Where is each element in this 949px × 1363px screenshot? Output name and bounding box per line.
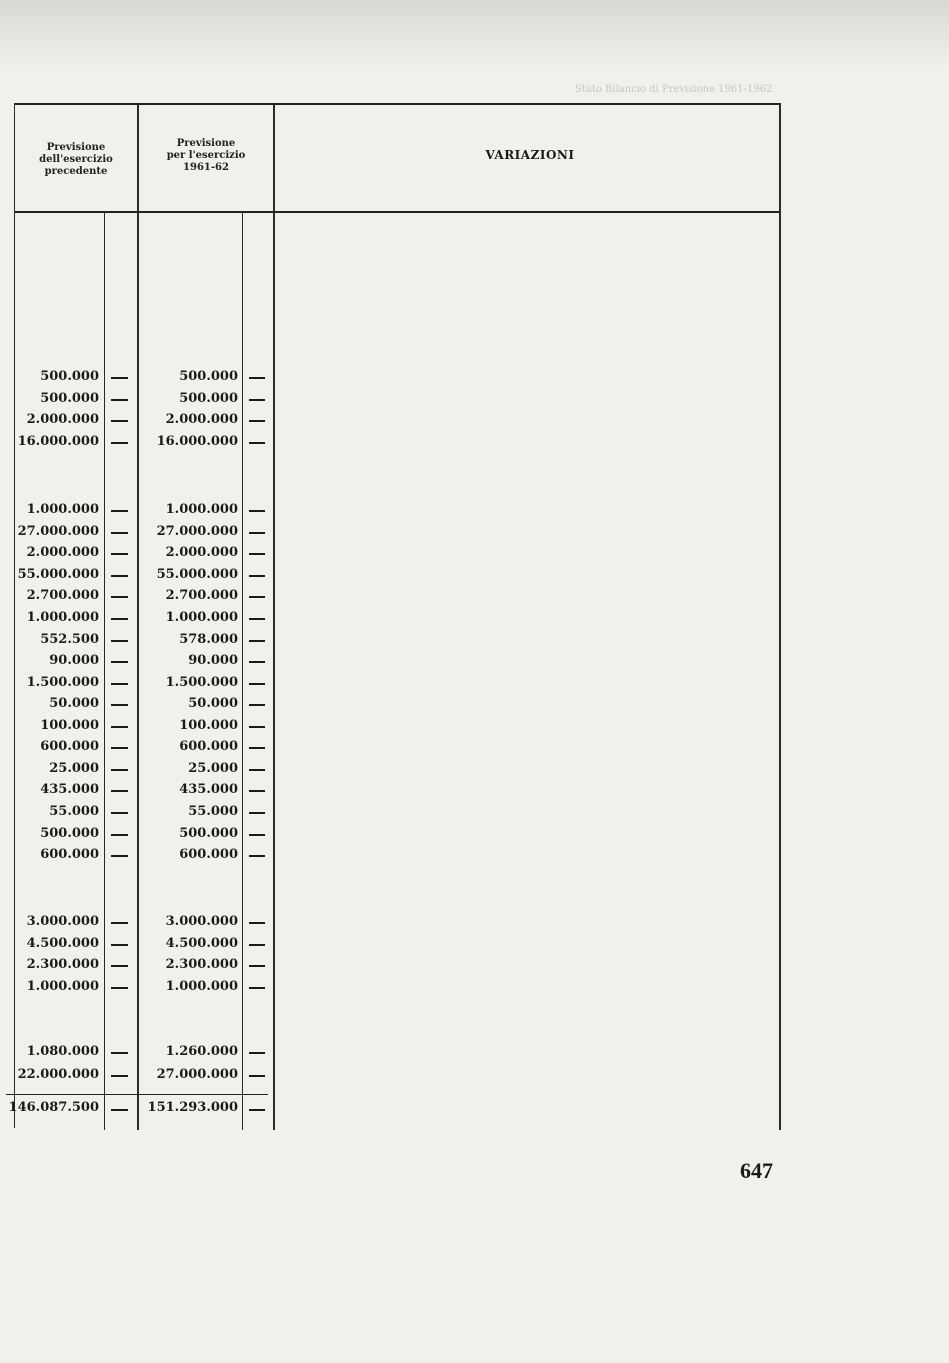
page-top-shade <box>0 0 949 70</box>
row-dash <box>111 618 128 620</box>
row-curr-value: 500.000 <box>179 369 238 384</box>
row-curr-value: 55.000.000 <box>156 567 238 582</box>
row-curr-value: 435.000 <box>179 782 238 797</box>
row-dash <box>111 726 128 728</box>
row-dash <box>111 834 128 836</box>
row-dash <box>111 769 128 771</box>
row-dash <box>111 965 128 967</box>
row-prev-value: 1.000.000 <box>26 502 99 517</box>
row-prev-value: 25.000 <box>49 761 99 776</box>
row-dash <box>249 532 265 534</box>
row-dash <box>249 790 265 792</box>
row-dash <box>249 683 265 685</box>
row-dash <box>111 855 128 857</box>
row-dash <box>249 442 265 444</box>
col2-header-line3: 1961-62 <box>183 162 229 173</box>
row-dash <box>249 377 265 379</box>
row-curr-value: 3.000.000 <box>165 914 238 929</box>
row-dash <box>111 553 128 555</box>
row-curr-value: 2.300.000 <box>165 957 238 972</box>
row-prev-value: 435.000 <box>40 782 99 797</box>
row-dash <box>249 987 265 989</box>
row-dash <box>249 575 265 577</box>
col2-header-line1: Previsione <box>176 138 236 149</box>
row-dash <box>249 553 265 555</box>
row-dash <box>111 399 128 401</box>
col2-header-line2: per l'esercizio <box>166 150 246 161</box>
row-curr-value: 1.000.000 <box>165 610 238 625</box>
row-prev-value: 1.000.000 <box>26 610 99 625</box>
row-dash <box>249 769 265 771</box>
row-curr-value: 16.000.000 <box>156 434 238 449</box>
row-curr-value: 1.260.000 <box>165 1044 238 1059</box>
row-dash <box>111 377 128 379</box>
row-dash <box>111 812 128 814</box>
row-dash <box>249 510 265 512</box>
total-rule <box>6 1094 268 1095</box>
table-right-rule <box>779 103 781 1130</box>
row-curr-value: 1.000.000 <box>165 979 238 994</box>
col1-header-line1: Previsione <box>46 142 106 153</box>
row-prev-value: 3.000.000 <box>26 914 99 929</box>
row-curr-value: 600.000 <box>179 847 238 862</box>
row-dash <box>249 596 265 598</box>
col-divider-2a <box>242 212 243 1130</box>
table-header-bottom-rule <box>14 211 780 213</box>
row-dash <box>249 944 265 946</box>
col1-header-line3: precedente <box>44 166 108 177</box>
row-dash <box>249 618 265 620</box>
row-dash <box>249 747 265 749</box>
row-curr-value: 55.000 <box>188 804 238 819</box>
row-curr-value: 4.500.000 <box>165 936 238 951</box>
row-dash <box>249 1052 265 1054</box>
row-dash <box>249 640 265 642</box>
row-prev-value: 100.000 <box>40 718 99 733</box>
row-curr-value: 2.700.000 <box>165 588 238 603</box>
ghost-header: Stato Bilancio di Previsione 1961-1962 <box>575 84 773 95</box>
row-curr-value: 2.000.000 <box>165 545 238 560</box>
row-prev-value: 1.000.000 <box>26 979 99 994</box>
col2-header <box>140 138 272 174</box>
row-dash <box>111 575 128 577</box>
row-prev-value: 16.000.000 <box>17 434 99 449</box>
total-prev-value: 146.087.500 <box>8 1100 99 1115</box>
row-curr-value: 500.000 <box>179 391 238 406</box>
row-dash <box>111 704 128 706</box>
col-divider-2b <box>273 103 275 1130</box>
row-curr-value: 27.000.000 <box>156 524 238 539</box>
row-dash <box>111 1052 128 1054</box>
row-prev-value: 500.000 <box>40 391 99 406</box>
row-dash <box>111 420 128 422</box>
col-divider-1b <box>137 103 139 1130</box>
row-dash <box>249 834 265 836</box>
total-dash-1 <box>111 1109 128 1111</box>
row-prev-value: 552.500 <box>40 632 99 647</box>
row-dash <box>249 661 265 663</box>
row-dash <box>111 640 128 642</box>
row-dash <box>111 442 128 444</box>
row-curr-value: 27.000.000 <box>156 1067 238 1082</box>
row-prev-value: 1.080.000 <box>26 1044 99 1059</box>
row-curr-value: 90.000 <box>188 653 238 668</box>
row-dash <box>249 965 265 967</box>
row-prev-value: 2.700.000 <box>26 588 99 603</box>
row-curr-value: 50.000 <box>188 696 238 711</box>
row-prev-value: 2.300.000 <box>26 957 99 972</box>
page-number: 647 <box>740 1158 773 1183</box>
row-prev-value: 1.500.000 <box>26 675 99 690</box>
total-curr-value: 151.293.000 <box>147 1100 238 1115</box>
row-prev-value: 55.000 <box>49 804 99 819</box>
total-dash-2 <box>249 1109 265 1111</box>
row-dash <box>111 987 128 989</box>
variazioni-header: VARIAZIONI <box>485 148 575 162</box>
row-dash <box>111 944 128 946</box>
row-dash <box>249 704 265 706</box>
row-prev-value: 500.000 <box>40 826 99 841</box>
row-dash <box>111 1075 128 1077</box>
col1-header <box>16 142 136 178</box>
row-prev-value: 55.000.000 <box>17 567 99 582</box>
row-prev-value: 27.000.000 <box>17 524 99 539</box>
row-dash <box>249 922 265 924</box>
row-curr-value: 1.000.000 <box>165 502 238 517</box>
row-dash <box>249 726 265 728</box>
row-curr-value: 25.000 <box>188 761 238 776</box>
row-dash <box>249 1075 265 1077</box>
row-prev-value: 22.000.000 <box>17 1067 99 1082</box>
row-dash <box>111 922 128 924</box>
row-prev-value: 50.000 <box>49 696 99 711</box>
row-dash <box>111 747 128 749</box>
row-curr-value: 500.000 <box>179 826 238 841</box>
row-dash <box>249 399 265 401</box>
row-dash <box>111 661 128 663</box>
row-dash <box>249 420 265 422</box>
row-curr-value: 1.500.000 <box>165 675 238 690</box>
row-prev-value: 2.000.000 <box>26 545 99 560</box>
col1-header-line2: dell'esercizio <box>39 154 113 165</box>
row-curr-value: 100.000 <box>179 718 238 733</box>
row-dash <box>249 812 265 814</box>
row-dash <box>111 596 128 598</box>
row-dash <box>111 532 128 534</box>
row-prev-value: 600.000 <box>40 847 99 862</box>
row-prev-value: 90.000 <box>49 653 99 668</box>
table-top-rule <box>14 103 780 105</box>
row-dash <box>111 683 128 685</box>
row-dash <box>111 510 128 512</box>
row-curr-value: 578.000 <box>179 632 238 647</box>
row-prev-value: 600.000 <box>40 739 99 754</box>
row-dash <box>249 855 265 857</box>
row-prev-value: 4.500.000 <box>26 936 99 951</box>
row-curr-value: 2.000.000 <box>165 412 238 427</box>
row-prev-value: 2.000.000 <box>26 412 99 427</box>
row-prev-value: 500.000 <box>40 369 99 384</box>
col-divider-1a <box>104 212 105 1130</box>
row-curr-value: 600.000 <box>179 739 238 754</box>
row-dash <box>111 790 128 792</box>
